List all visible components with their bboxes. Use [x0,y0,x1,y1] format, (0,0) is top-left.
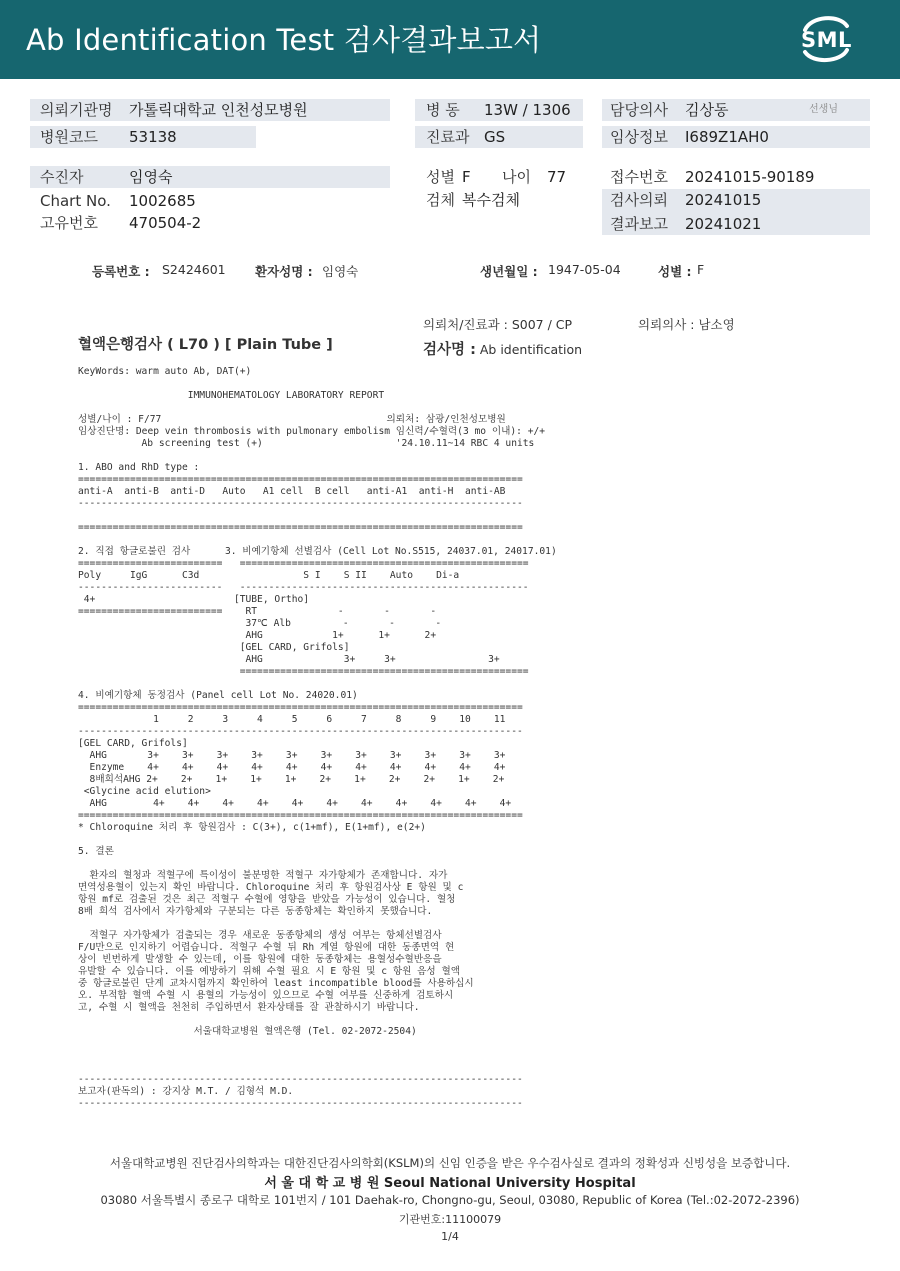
report-line: ----------------------------------------------------------------------------- [78,726,523,737]
uid-value: 470504-2 [129,214,202,232]
report-line: 서울대학교병원 혈액은행 (Tel. 02-2072-2504) [78,1026,417,1037]
report-line: 항원 mf로 검출된 것은 최근 적혈구 수혈에 영향을 받았을 가능성이 있습니다. 혈청 [78,894,456,905]
dob-value: 1947-05-04 [548,262,621,277]
report-line: 8배희석AHG 2+ 2+ 1+ 1+ 1+ 2+ 1+ 2+ 2+ 1+ 2+ [78,774,505,785]
report-line: * Chloroquine 처리 후 항원검사 : C(3+), c(1+mf), E(1+mf), e(2+) [78,822,426,833]
footer-address: 03080 서울특별시 종로구 대학로 101번지 / 101 Daehak-ro, Chongno-gu, Seoul, 03080, Republic of Korea (Tel.:02-2072-2396) [100,1193,800,1207]
chart-row [30,190,390,212]
footer-org-number: 기관번호:11100079 [398,1213,502,1226]
report-line [78,510,638,522]
report-line: 2. 직접 항글로불린 검사 3. 비예기항체 선별검사 (Cell Lot No.S515, 24037.01, 24017.01) [78,546,557,557]
specimen-value: 복수검체 [462,191,520,209]
report-line [78,1050,638,1062]
sex-label: 성별 [426,168,455,186]
report-line: ----------------------------------------------------------------------------- [78,1074,523,1085]
report-line: AHG 4+ 4+ 4+ 4+ 4+ 4+ 4+ 4+ 4+ 4+ 4+ [78,798,512,809]
lab-report-body [78,366,638,1110]
report-line: 1. ABO and RhD type : [78,462,200,473]
clinical-label: 임상정보 [610,128,668,146]
report-line: ------------------------- -------------------------------------------------- [78,582,529,593]
doctor-suffix: 선생님 [809,104,838,115]
report-line: 성별/나이 : F/77 의뢰처: 삼광/인천성모병원 [78,414,506,425]
report-line [78,1014,638,1026]
patient-label: 수진자 [40,168,84,186]
doctor-row [602,99,870,121]
report-line: ================================================== [78,666,529,677]
report-line: ============================================================================= [78,522,523,533]
report-line: 4+ [TUBE, Ortho] [78,594,310,605]
report-line [78,678,638,690]
footer-certification: 서울대학교병원 진단검사의학과는 대한진단검사의학회(KSLM)의 신임 인증을 받은 우수검사실로 결과의 정확성과 신빙성을 보증합니다. [109,1156,791,1170]
reg-no: S2424601 [162,262,226,277]
report-title: Ab Identification Test 검사결과보고서 [26,23,542,57]
dept-value: GS [484,128,506,146]
chart-value: 1002685 [129,192,196,210]
result-label: 결과보고 [610,215,668,233]
institution-value: 가톨릭대학교 인천성모병원 [129,101,308,119]
clinical-value: I689Z1AH0 [685,128,769,146]
report-line: ----------------------------------------------------------------------------- [78,1098,523,1109]
report-line: IMMUNOHEMATOLOGY LABORATORY REPORT [78,390,385,401]
report-line: 중 항글로불린 단계 교차시험까지 확인하여 least incompatible blood를 사용하십시 [78,978,474,989]
chart-label: Chart No. [40,192,111,210]
report-line: ============================================================================= [78,810,523,821]
hospital-code-row [30,126,256,148]
report-line: Poly IgG C3d S I S II Auto Di-a [78,570,460,581]
ward-row [415,99,583,121]
report-line [78,1062,638,1074]
report-line: ============================================================================= [78,702,523,713]
test-name-line [423,338,582,359]
receipt-value: 20241015-90189 [685,168,815,186]
clinical-row [602,126,870,148]
receipt-row [602,166,870,188]
patient-name-label: 환자성명 : [255,264,313,279]
report-line: 보고자(판독의) : 강지상 M.T. / 김형석 M.D. [78,1086,294,1097]
reg-sex-value: F [697,262,705,277]
report-line [78,834,638,846]
footer-hospital-name: 서 울 대 학 교 병 원 Seoul National University Hospital [264,1176,636,1191]
sex-age-row [415,166,583,188]
institution-row [30,99,390,121]
institution-label: 의뢰기관명 [40,101,113,119]
reg-sex-label: 성별 : [658,264,692,279]
report-line [78,402,638,414]
report-line: ============================================================================= [78,474,523,485]
report-line: AHG 3+ 3+ 3+ 3+ 3+ 3+ 3+ 3+ 3+ 3+ 3+ [78,750,506,761]
report-line: 37℃ Alb - - - [78,618,442,629]
report-line: Ab screening test (+) '24.10.11~14 RBC 4 units [78,438,535,449]
report-line: 1 2 3 4 5 6 7 8 9 10 11 [78,714,506,725]
receipt-label: 접수번호 [610,168,668,186]
patient-value: 임영숙 [129,168,173,186]
patient-row [30,166,390,188]
report-line: ========================= ================================================== [78,558,529,569]
report-line: ----------------------------------------------------------------------------- [78,498,523,509]
sex-value: F [462,168,471,186]
dob-label: 생년월일 : [480,264,538,279]
report-line: AHG 1+ 1+ 2+ [78,630,437,641]
reg-label: 등록번호 : [92,264,150,279]
report-line: Enzyme 4+ 4+ 4+ 4+ 4+ 4+ 4+ 4+ 4+ 4+ 4+ [78,762,506,773]
request-result-block [602,189,870,235]
report-line: <Glycine acid elution> [78,786,211,797]
specimen-row [415,189,583,211]
report-line: 환자의 혈청과 적혈구에 특이성이 불분명한 적혈구 자가항체가 존재합니다. 자가 [78,870,448,881]
page-number: 1/4 [441,1230,459,1243]
dept-row [415,126,583,148]
report-line: 오. 부적합 혈액 수혈 시 용혈의 가능성이 있으므로 수혈 여부를 신중하게 검토하시 [78,990,454,1001]
request-label: 검사의뢰 [610,191,668,209]
dept-label: 진료과 [426,128,470,146]
specimen-label: 검체 [426,191,455,209]
age-value: 77 [547,168,567,186]
report-line: 고, 수혈 시 혈액을 천천히 주입하면서 환자상태를 잘 관찰하시기 바랍니다. [78,1002,420,1013]
report-line [78,450,638,462]
ward-label: 병 동 [426,101,460,119]
patient-name: 임영숙 [322,264,359,279]
sml-logo [797,12,855,66]
uid-row [30,212,390,234]
report-line [78,858,638,870]
hospital-code-label: 병원코드 [40,128,98,146]
request-value: 20241015 [685,191,762,209]
test-name-value: Ab identification [479,342,583,357]
report-line: [GEL CARD, Grifols] [78,738,188,749]
result-value: 20241021 [685,215,762,233]
age-label: 나이 [502,168,531,186]
hospital-code-value: 53138 [129,128,177,146]
order-dept-line: 의뢰처/진료과 : S007 / CP [423,317,573,332]
report-line: 5. 결론 [78,846,114,857]
order-doctor-line: 의뢰의사 : 남소영 [638,317,735,332]
report-line: AHG 3+ 3+ 3+ [78,654,500,665]
test-name-label: 검사명 : [423,342,476,358]
doctor-label: 담당의사 [610,101,668,119]
report-header [0,0,900,79]
report-line: 4. 비예기항체 동정검사 (Panel cell Lot No. 24020.01) [78,690,358,701]
test-title: 혈액은행검사 ( L70 ) [ Plain Tube ] [78,337,333,353]
report-line: 임상진단명: Deep vein thrombosis with pulmonary embolism 임신력/수혈력(3 mo 이내): +/+ [78,426,546,437]
report-line: [GEL CARD, Grifols] [78,642,350,653]
uid-label: 고유번호 [40,214,98,232]
report-line [78,918,638,930]
report-line: anti-A anti-B anti-D Auto A1 cell B cell anti-A1 anti-H anti-AB [78,486,506,497]
report-line: 상이 빈번하게 발생할 수 있는데, 이를 항원에 대한 동종항체는 용혈성수혈반응을 [78,954,442,965]
report-line: 8배 희석 검사에서 자가항체와 구분되는 다른 동종항체는 확인하지 못했습니다. [78,906,433,917]
ward-value: 13W / 1306 [484,101,571,119]
report-line: 면역성용혈이 있는지 확인 바랍니다. Chloroquine 처리 후 항원검사상 E 항원 및 c [78,882,464,893]
report-line: 유발할 수 있습니다. 이를 예방하기 위해 수혈 필요 시 E 항원 및 c 항원 음성 혈액 [78,966,460,977]
doctor-value: 김상동 [685,101,729,119]
report-line: ========================= RT - - - [78,606,437,617]
report-line: 적혈구 자가항체가 검출되는 경우 새로운 동종항체의 생성 여부는 항체선별검사 [78,930,442,941]
report-line: F/U만으로 인지하기 어렵습니다. 적혈구 수혈 뒤 Rh 계열 항원에 대한 동종면역 현 [78,942,455,953]
logo-text: SML [801,28,852,52]
report-line [78,378,638,390]
report-line [78,534,638,546]
report-line: KeyWords: warm auto Ab, DAT(+) [78,366,252,377]
report-line [78,1038,638,1050]
